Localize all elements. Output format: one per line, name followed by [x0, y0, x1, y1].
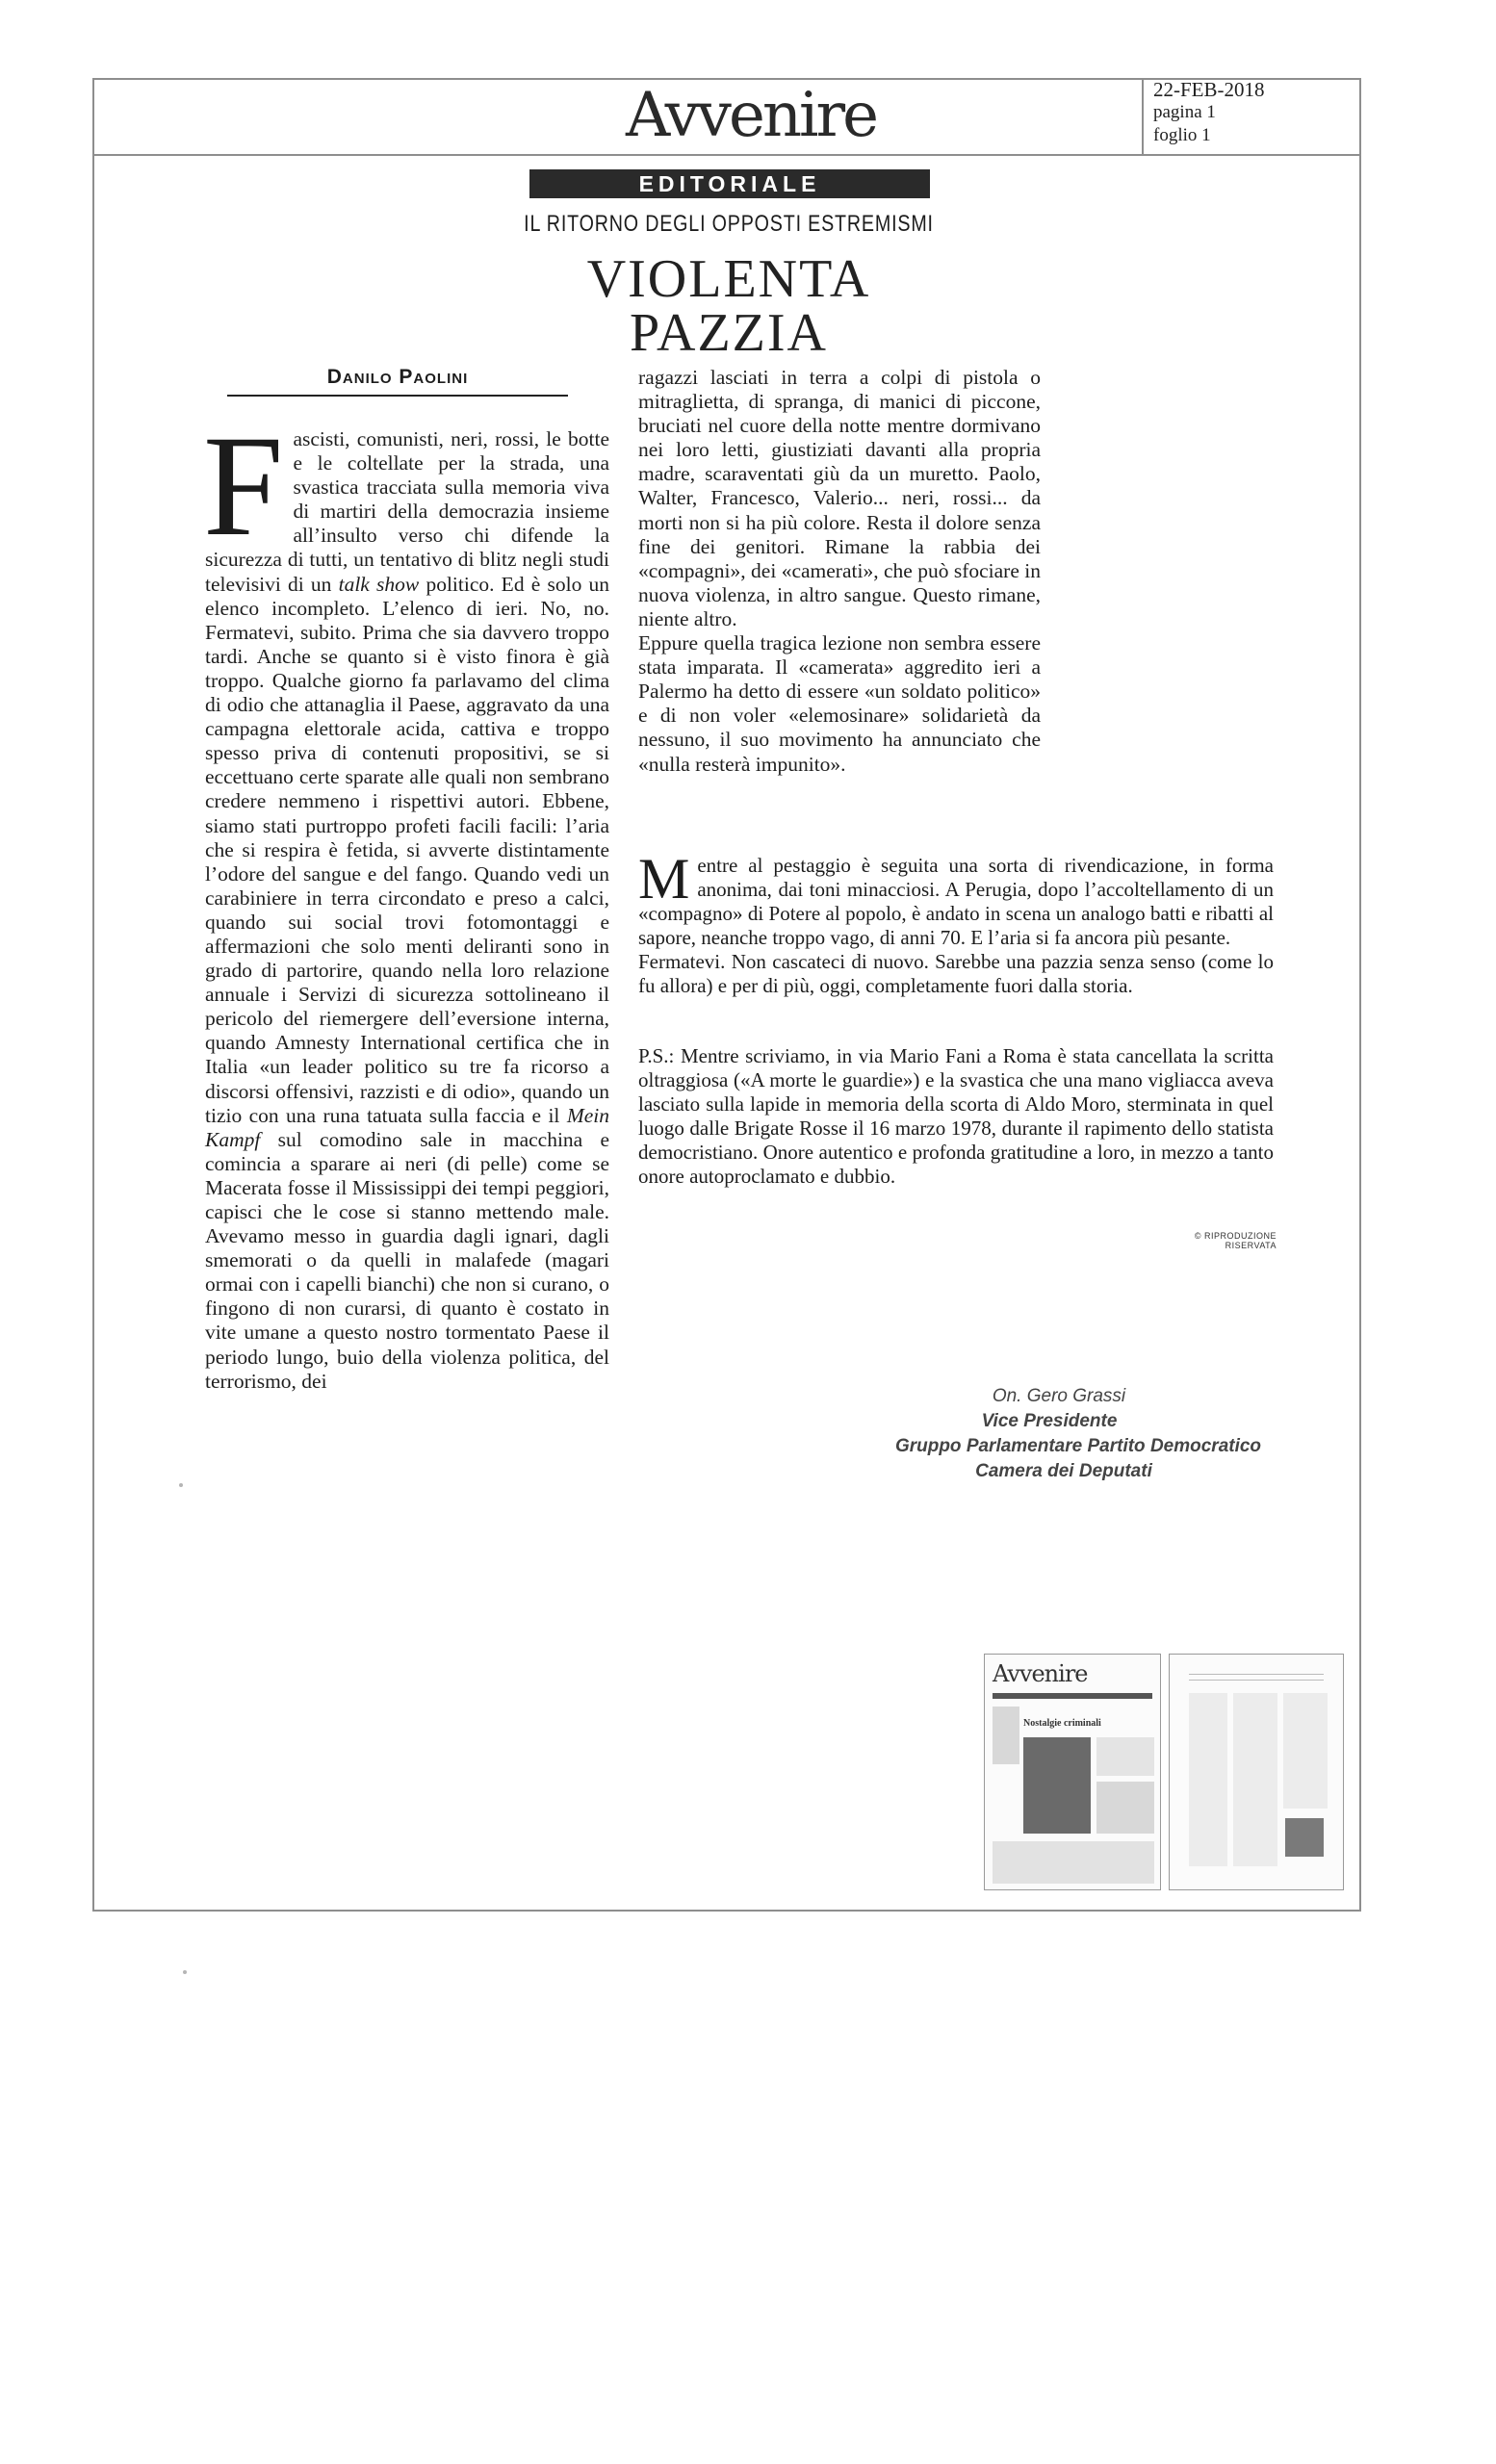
inner-page-thumbnail — [1169, 1654, 1344, 1890]
front-page-thumbnail — [984, 1654, 1161, 1890]
newspaper-masthead: Avvenire — [626, 80, 876, 151]
italic-mein-kampf: Mein Kampf — [205, 1103, 610, 1151]
stamp-chamber: Camera dei Deputati — [975, 1461, 1152, 1481]
thumbnail-column — [993, 1707, 1019, 1764]
thumbnail-line — [1189, 1680, 1324, 1681]
wide-paragraph-2: Fermatevi. Non cascateci di nuovo. Sarebbe una pazzia senza senso (come lo fu allora) e per di più, oggi, completamente fuori dalla storia. — [638, 950, 1274, 997]
wide-paragraph-1 — [638, 847, 1274, 950]
headline-line-1: VIOLENTA — [586, 249, 871, 309]
article-body-col1 — [203, 406, 610, 1394]
thumbnail-line — [1189, 1674, 1324, 1675]
thumbnail-text-block — [1096, 1782, 1154, 1834]
col2-paragraph-2: Eppure quella tragica lezione non sembra essere stata imparata. Il «camerata» aggredito ieri a Palermo ha detto di essere «un soldato politico» e di non voler «elemosinare» solidarietà da nessuno, il suo movimento ha annunciato che «nulla resterà impunito». — [638, 631, 1041, 776]
thumbnail-text-block — [1096, 1737, 1154, 1776]
headline — [501, 249, 957, 363]
italic-talk-show: talk show — [338, 572, 420, 596]
section-label: EDITORIALE — [529, 169, 930, 198]
headline-line-2: PAZZIA — [630, 303, 828, 363]
thumbnail-column — [1283, 1693, 1328, 1809]
col1-text: ascisti, comunisti, neri, rossi, le botte e le coltellate per la strada, una svastica tracciata sulla memoria viva di martiri della democrazia insieme all’insulto verso chi difende la sicurezza di tutti, un tentativo di blitz negli studi televisivi di un — [205, 427, 609, 596]
thumbnail-photo — [1285, 1818, 1324, 1857]
copyright-notice: © RIPRODUZIONE RISERVATA — [1194, 1231, 1277, 1250]
stamp-group: Gruppo Parlamentare Partito Democratico — [894, 1436, 1262, 1456]
article-column-1 — [203, 406, 610, 1394]
stamp-name: On. Gero Grassi — [992, 1386, 1126, 1406]
drop-cap-m: M — [638, 847, 690, 911]
article-wide-block — [638, 847, 1274, 998]
thumbnail-masthead: Avvenire — [993, 1660, 1088, 1687]
scan-speck — [183, 1970, 187, 1974]
thumbnail-photo — [1023, 1737, 1091, 1834]
article-column-2 — [638, 366, 1041, 777]
thumbnail-column — [1233, 1693, 1277, 1866]
thumbnail-column — [1189, 1693, 1227, 1866]
drop-cap: F — [203, 406, 284, 566]
clipping-date: 22-FEB-2018 — [1153, 78, 1265, 101]
date-box — [1142, 78, 1361, 155]
wide-text-1: entre al pestaggio è seguita una sorta di rivendicazione, in forma anonima, dai toni minacciosi. A Perugia, dopo l’accoltellamento di un «compagno» di Potere al popolo, è andato in scena un analogo batti e ribatti al sapore, neanche troppo vago, di anni 70. E l’aria si fa ancora più pesante. — [638, 854, 1274, 949]
sheet-number: foglio 1 — [1153, 125, 1211, 145]
col1-text-2: politico. Ed è solo un elenco incompleto. L’elenco di ieri. No, no. Fermatevi, subito. Prima che sia davvero troppo tardi. Anche se quanto si è visto finora è già troppo. Qualche giorno fa parlavamo del clima di odio che attanaglia il Paese, aggravato da una campagna elettorale acida, cattiva e troppo spesso priva di contenuti propositivi, se si eccettuano certe sparate alle quali non sembrano credere nemmeno i rispettivi autori. Ebbene, siamo stati purtroppo profeti facili facili: l’aria che si respira è fetida, si avverte distintamente l’odore del sangue e del fango. Quando vedi un carabiniere in terra circondato e preso a calci, quando sui social trovi fotomontaggi e affermazioni che solo menti deliranti sono in grado di partorire, quando nella loro relazione annuale i Servizi di sicurezza sottolineano il pericolo del riemergere dell’eversione interna, quando Amnesty International certifica che in Italia «un leader politico su tre fa ricorso a discorsi offensivi, razzisti e di odio», quando un tizio con una runa tatuata sulla faccia e il — [205, 572, 610, 1127]
thumbnail-headline: Nostalgie criminali — [1023, 1718, 1101, 1729]
kicker: IL RITORNO DEGLI OPPOSTI ESTREMISMI — [524, 211, 934, 237]
author-name: Danilo Paolini — [326, 366, 469, 388]
thumbnail-rule — [993, 1693, 1152, 1699]
signature-stamp — [876, 1384, 1280, 1484]
postscript: P.S.: Mentre scriviamo, in via Mario Fani a Roma è stata cancellata la scritta oltraggiosa («A morte le guardie») e la svastica che una mano vigliacca aveva lasciato sulla lapide in memoria della scorta di Aldo Moro, sterminata in quel luogo dalle Brigate Rosse il 16 marzo 1978, durante il rapimento dello statista democristiano. Onore autentico e profonda gratitudine a loro, in mezzo a tanto onore autoproclamato e dubbio. — [638, 1044, 1274, 1188]
col2-paragraph-1: ragazzi lasciati in terra a colpi di pistola o mitraglietta, di spranga, di manici di piccone, bruciati nel cuore della notte mentre dormivano nei loro letti, giustiziati davanti alla propria madre, scaraventati giù da un muretto. Paolo, Walter, Francesco, Valerio... neri, rossi... da morti non si ha più colore. Resta il dolore senza fine dei genitori. Rimane la rabbia dei «compagni», dei «camerati», che può sfociare in nuova violenza, in altro sangue. Questo rimane, niente altro. — [638, 366, 1041, 630]
scan-speck — [179, 1483, 183, 1487]
stamp-role: Vice Presidente — [981, 1411, 1118, 1431]
page-number: pagina 1 — [1153, 102, 1216, 122]
thumbnail-bottom-block — [993, 1841, 1154, 1884]
col1-text-3: sul comodino sale in macchina e comincia a sparare ai neri (di pelle) come se Macerata fosse il Mississippi dei tempi peggiori, capisci che le cose si stanno mettendo male. Avevamo messo in guardia dagli ignari, dagli smemorati o da quelli in malafede (magari ormai con i capelli bianchi) che non si curano, o fingono di non curarsi, di quanto è costato in vite umane a questo nostro tormentato Paese il periodo lungo, buio della violenza politica, del terrorismo, dei — [205, 1127, 610, 1393]
byline — [227, 366, 568, 397]
